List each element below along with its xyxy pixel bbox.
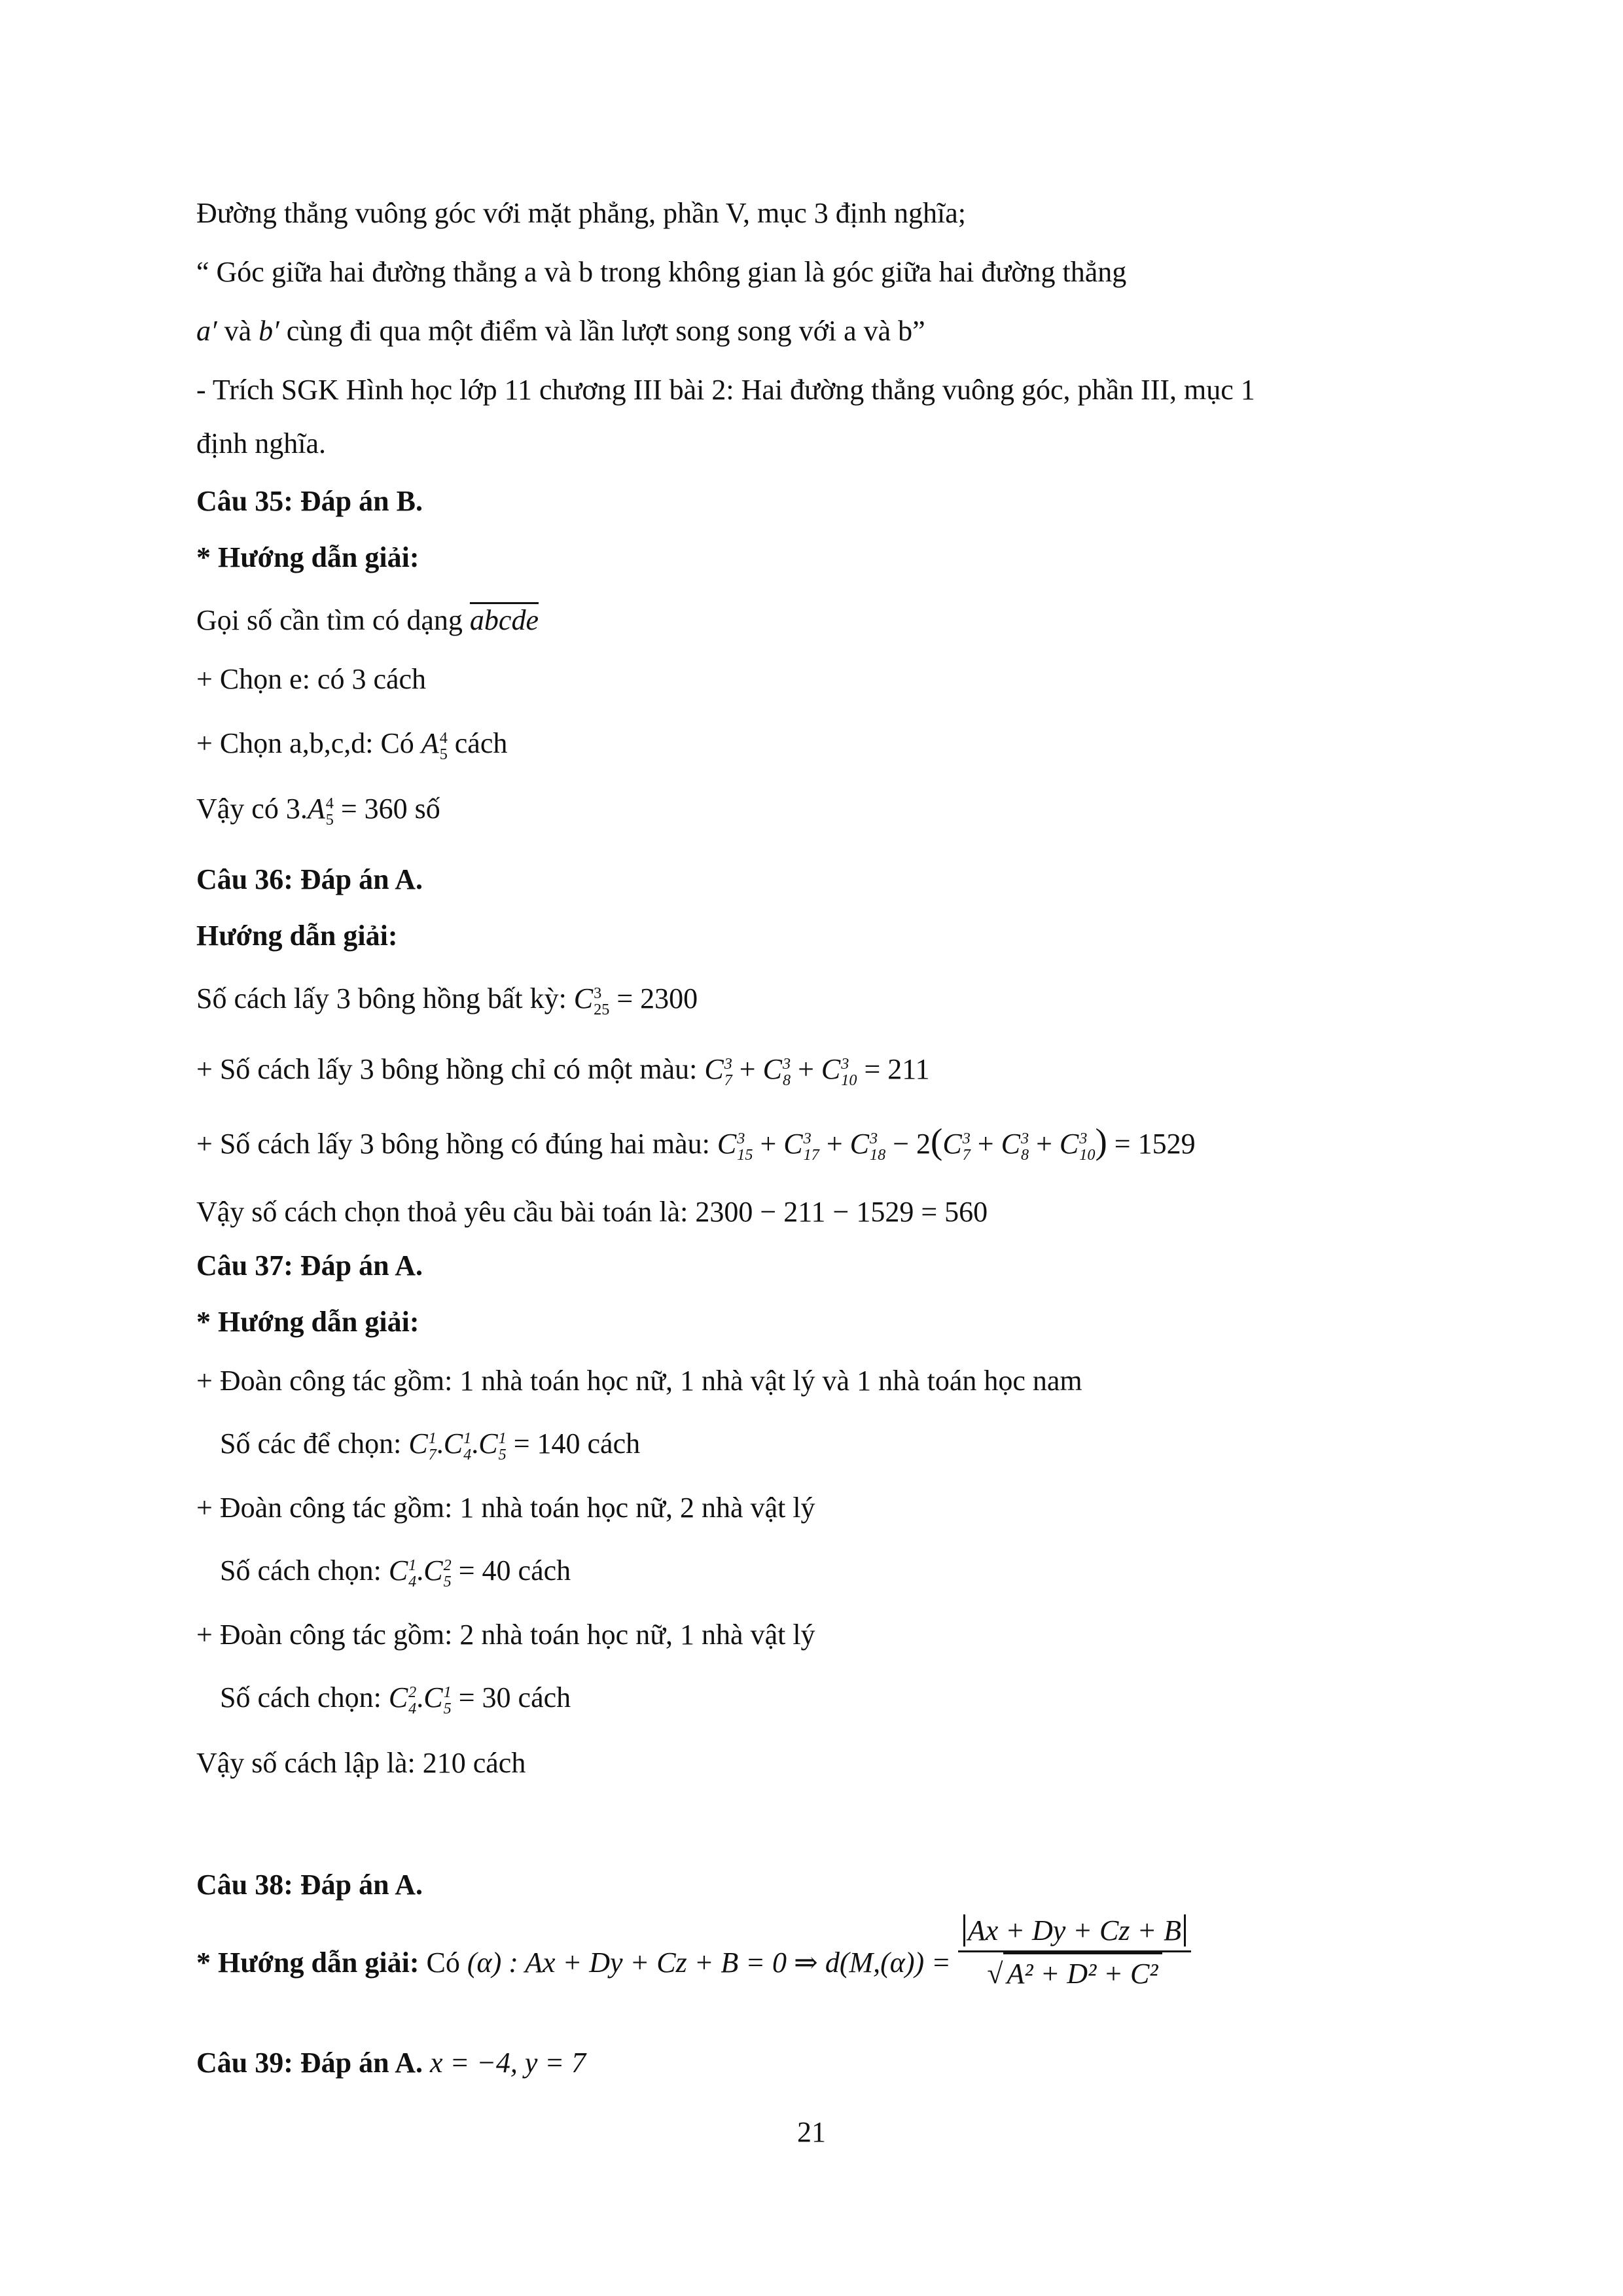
math-sqrt-sign: √	[987, 1958, 1003, 1990]
text-segment: + Chọn a,b,c,d: Có	[196, 727, 421, 759]
q35-step-2: + Chọn e: có 3 cách	[196, 663, 427, 695]
math-expr: C 3 15 + C 3 17 + C 3 18 − 2(C 3 7 + C 3 8 + C 3 10 ) = 1529	[717, 1121, 1196, 1164]
math-answer: x = −4, y = 7	[429, 2047, 586, 2079]
text-segment: cách	[447, 727, 508, 759]
math-a-prime: a′	[196, 315, 217, 347]
math-eq: = 30	[451, 1681, 511, 1713]
text-segment: + Số cách lấy 3 bông hồng chỉ có một màu:	[196, 1053, 705, 1085]
text-segment: cách	[510, 1681, 571, 1713]
math-sub: 8	[782, 1071, 791, 1089]
text-line-2: “ Góc giữa hai đường thẳng a và b trong không gian là góc giữa hai đường thẳng	[196, 256, 1127, 288]
q38-title: Câu 38: Đáp án A.	[196, 1869, 423, 1901]
q36-step-1	[196, 979, 698, 1018]
math-expr: C 3 7 + C 3 8 + C 3 10 = 211	[704, 1053, 930, 1089]
text-line-3	[196, 312, 925, 351]
text-segment: Số các để chọn:	[220, 1427, 409, 1460]
math-sup: 1	[443, 1683, 452, 1701]
math-eq: = 140	[506, 1427, 580, 1460]
text-segment: số	[407, 793, 440, 825]
math-eq: = 211	[857, 1053, 930, 1085]
math-sub: 25	[594, 1000, 610, 1018]
math-sub: 7	[724, 1071, 732, 1089]
math-supsub	[440, 730, 448, 763]
text-segment: Có	[419, 1946, 467, 1979]
math-eq: = 1529	[1107, 1128, 1196, 1160]
math-sup: 3	[782, 1054, 791, 1073]
math-sup: 2	[443, 1556, 452, 1574]
q37-guide: * Hướng dẫn giải:	[196, 1306, 419, 1338]
math-sup: 1	[408, 1556, 417, 1574]
q37-case-3-count	[220, 1678, 571, 1717]
math-sub: 10	[841, 1071, 857, 1089]
text-segment: cách	[510, 1554, 571, 1587]
q37-case-2-count	[220, 1551, 571, 1590]
text-segment: Gọi số cần tìm có dạng	[196, 604, 470, 636]
text-segment: Số cách chọn:	[220, 1681, 389, 1713]
math-A: A	[307, 793, 325, 825]
math-sub: 10	[1079, 1145, 1096, 1164]
math-C: C	[573, 982, 594, 1014]
q37-case-3: + Đoàn công tác gồm: 2 nhà toán học nữ, 1 nhà vật lý	[196, 1619, 815, 1651]
math-supsub	[326, 795, 334, 829]
math-sub: 5	[443, 1699, 452, 1717]
q36-step-4	[196, 1193, 988, 1232]
math-denominator	[958, 1952, 1191, 1994]
math-sub: 5	[498, 1445, 507, 1463]
text-segment: cách	[580, 1427, 641, 1460]
math-sub: 7	[962, 1145, 971, 1164]
math-sub: 5	[439, 745, 448, 763]
q37-case-1: + Đoàn công tác gồm: 1 nhà toán học nữ, 1 nhà vật lý và 1 nhà toán học nam	[196, 1365, 1082, 1397]
math-expr: C 1 4 .C 2 5 = 40	[388, 1554, 511, 1590]
text-segment: Số cách chọn:	[220, 1554, 389, 1587]
math-numerator	[958, 1911, 1191, 1952]
math-sup: 3	[803, 1129, 812, 1147]
q38-guide: * Hướng dẫn giải:	[196, 1946, 419, 1979]
text-line-4: - Trích SGK Hình học lớp 11 chương III bài 2: Hai đường thẳng vuông góc, phần III, mục 1	[196, 374, 1255, 406]
math-sub: 17	[803, 1145, 819, 1164]
math-sub: 4	[408, 1572, 417, 1590]
text-segment: Số cách lấy 3 bông hồng bất kỳ:	[196, 982, 574, 1014]
text-segment: Vậy số cách chọn thoả yêu cầu bài toán là:	[196, 1196, 696, 1228]
page-number: 21	[797, 2116, 826, 2148]
math-sub: 7	[428, 1445, 437, 1463]
math-sup: 1	[428, 1429, 437, 1447]
math-sqrt: A² + D² + C²	[1003, 1952, 1162, 1994]
q35-step-4	[196, 789, 440, 829]
text-line-1: Đường thẳng vuông góc với mặt phẳng, phần V, mục 3 định nghĩa;	[196, 197, 966, 229]
text-segment: và	[217, 315, 259, 347]
math-sup: 3	[724, 1054, 732, 1073]
math-coef: − 2	[885, 1128, 931, 1160]
q35-title: Câu 35: Đáp án B.	[196, 485, 423, 517]
math-eq: = 40	[451, 1554, 511, 1587]
q36-step-3	[196, 1122, 1196, 1164]
text-line-5: định nghĩa.	[196, 427, 326, 459]
math-sup: 1	[463, 1429, 472, 1447]
math-A: A	[421, 727, 439, 759]
q37-case-2: + Đoàn công tác gồm: 1 nhà toán học nữ, 2 nhà vật lý	[196, 1492, 815, 1524]
math-sub: 4	[463, 1445, 472, 1463]
math-sub: 8	[1020, 1145, 1029, 1164]
q35-step-3	[196, 724, 507, 763]
math-number-form: abcde	[469, 604, 539, 636]
math-supsub	[594, 985, 609, 1018]
q39-line	[196, 2043, 586, 2083]
math-plane-eq: (α) : Ax + Dy + Cz + B = 0 ⇒ d(M,(α)) =	[467, 1946, 958, 1979]
math-sup: 3	[1020, 1129, 1029, 1147]
math-b-prime: b′	[259, 315, 279, 347]
math-sup: 3	[737, 1129, 745, 1147]
q39-title: Câu 39: Đáp án A.	[196, 2047, 423, 2079]
math-sup: 1	[498, 1429, 507, 1447]
math-sub: 5	[443, 1572, 452, 1590]
math-fraction	[958, 1911, 1191, 1994]
math-sup: 4	[325, 794, 334, 812]
math-sub: 18	[870, 1145, 886, 1164]
q35-guide: * Hướng dẫn giải:	[196, 541, 419, 573]
q36-step-2	[196, 1050, 930, 1089]
math-eq: = 360	[333, 793, 408, 825]
math-eq: = 2300	[609, 982, 698, 1014]
text-segment: cùng đi qua một điểm và lần lượt song song với a và b”	[279, 315, 925, 347]
math-sub: 5	[325, 810, 334, 829]
math-expr: C 2 4 .C 1 5 = 30	[388, 1681, 511, 1717]
math-sup: 3	[962, 1129, 971, 1147]
math-abs: Ax + Dy + Cz + B	[963, 1914, 1186, 1946]
q35-step-1	[196, 601, 539, 640]
q37-total: Vậy số cách lập là: 210 cách	[196, 1747, 526, 1779]
text-segment: Vậy có	[196, 793, 286, 825]
q37-title: Câu 37: Đáp án A.	[196, 1249, 423, 1282]
math-pre: 3.	[285, 793, 308, 825]
math-sup: 3	[1079, 1129, 1088, 1147]
math-sup: 4	[439, 728, 448, 747]
math-sup: 3	[841, 1054, 849, 1073]
q36-guide: Hướng dẫn giải:	[196, 920, 398, 952]
text-segment: + Số cách lấy 3 bông hồng có đúng hai màu:	[196, 1128, 717, 1160]
q38-guide-line	[196, 1914, 1191, 1994]
math-sup: 3	[594, 984, 602, 1002]
q36-title: Câu 36: Đáp án A.	[196, 863, 423, 895]
math-sup: 3	[870, 1129, 878, 1147]
math-expr: C 1 7 .C 1 4 .C 1 5 = 140	[408, 1427, 580, 1463]
math-expr: 2300 − 211 − 1529 = 560	[695, 1196, 988, 1228]
q37-case-1-count	[220, 1424, 640, 1463]
math-sub: 4	[408, 1699, 417, 1717]
math-sup: 2	[408, 1683, 417, 1701]
math-sub: 15	[737, 1145, 753, 1164]
